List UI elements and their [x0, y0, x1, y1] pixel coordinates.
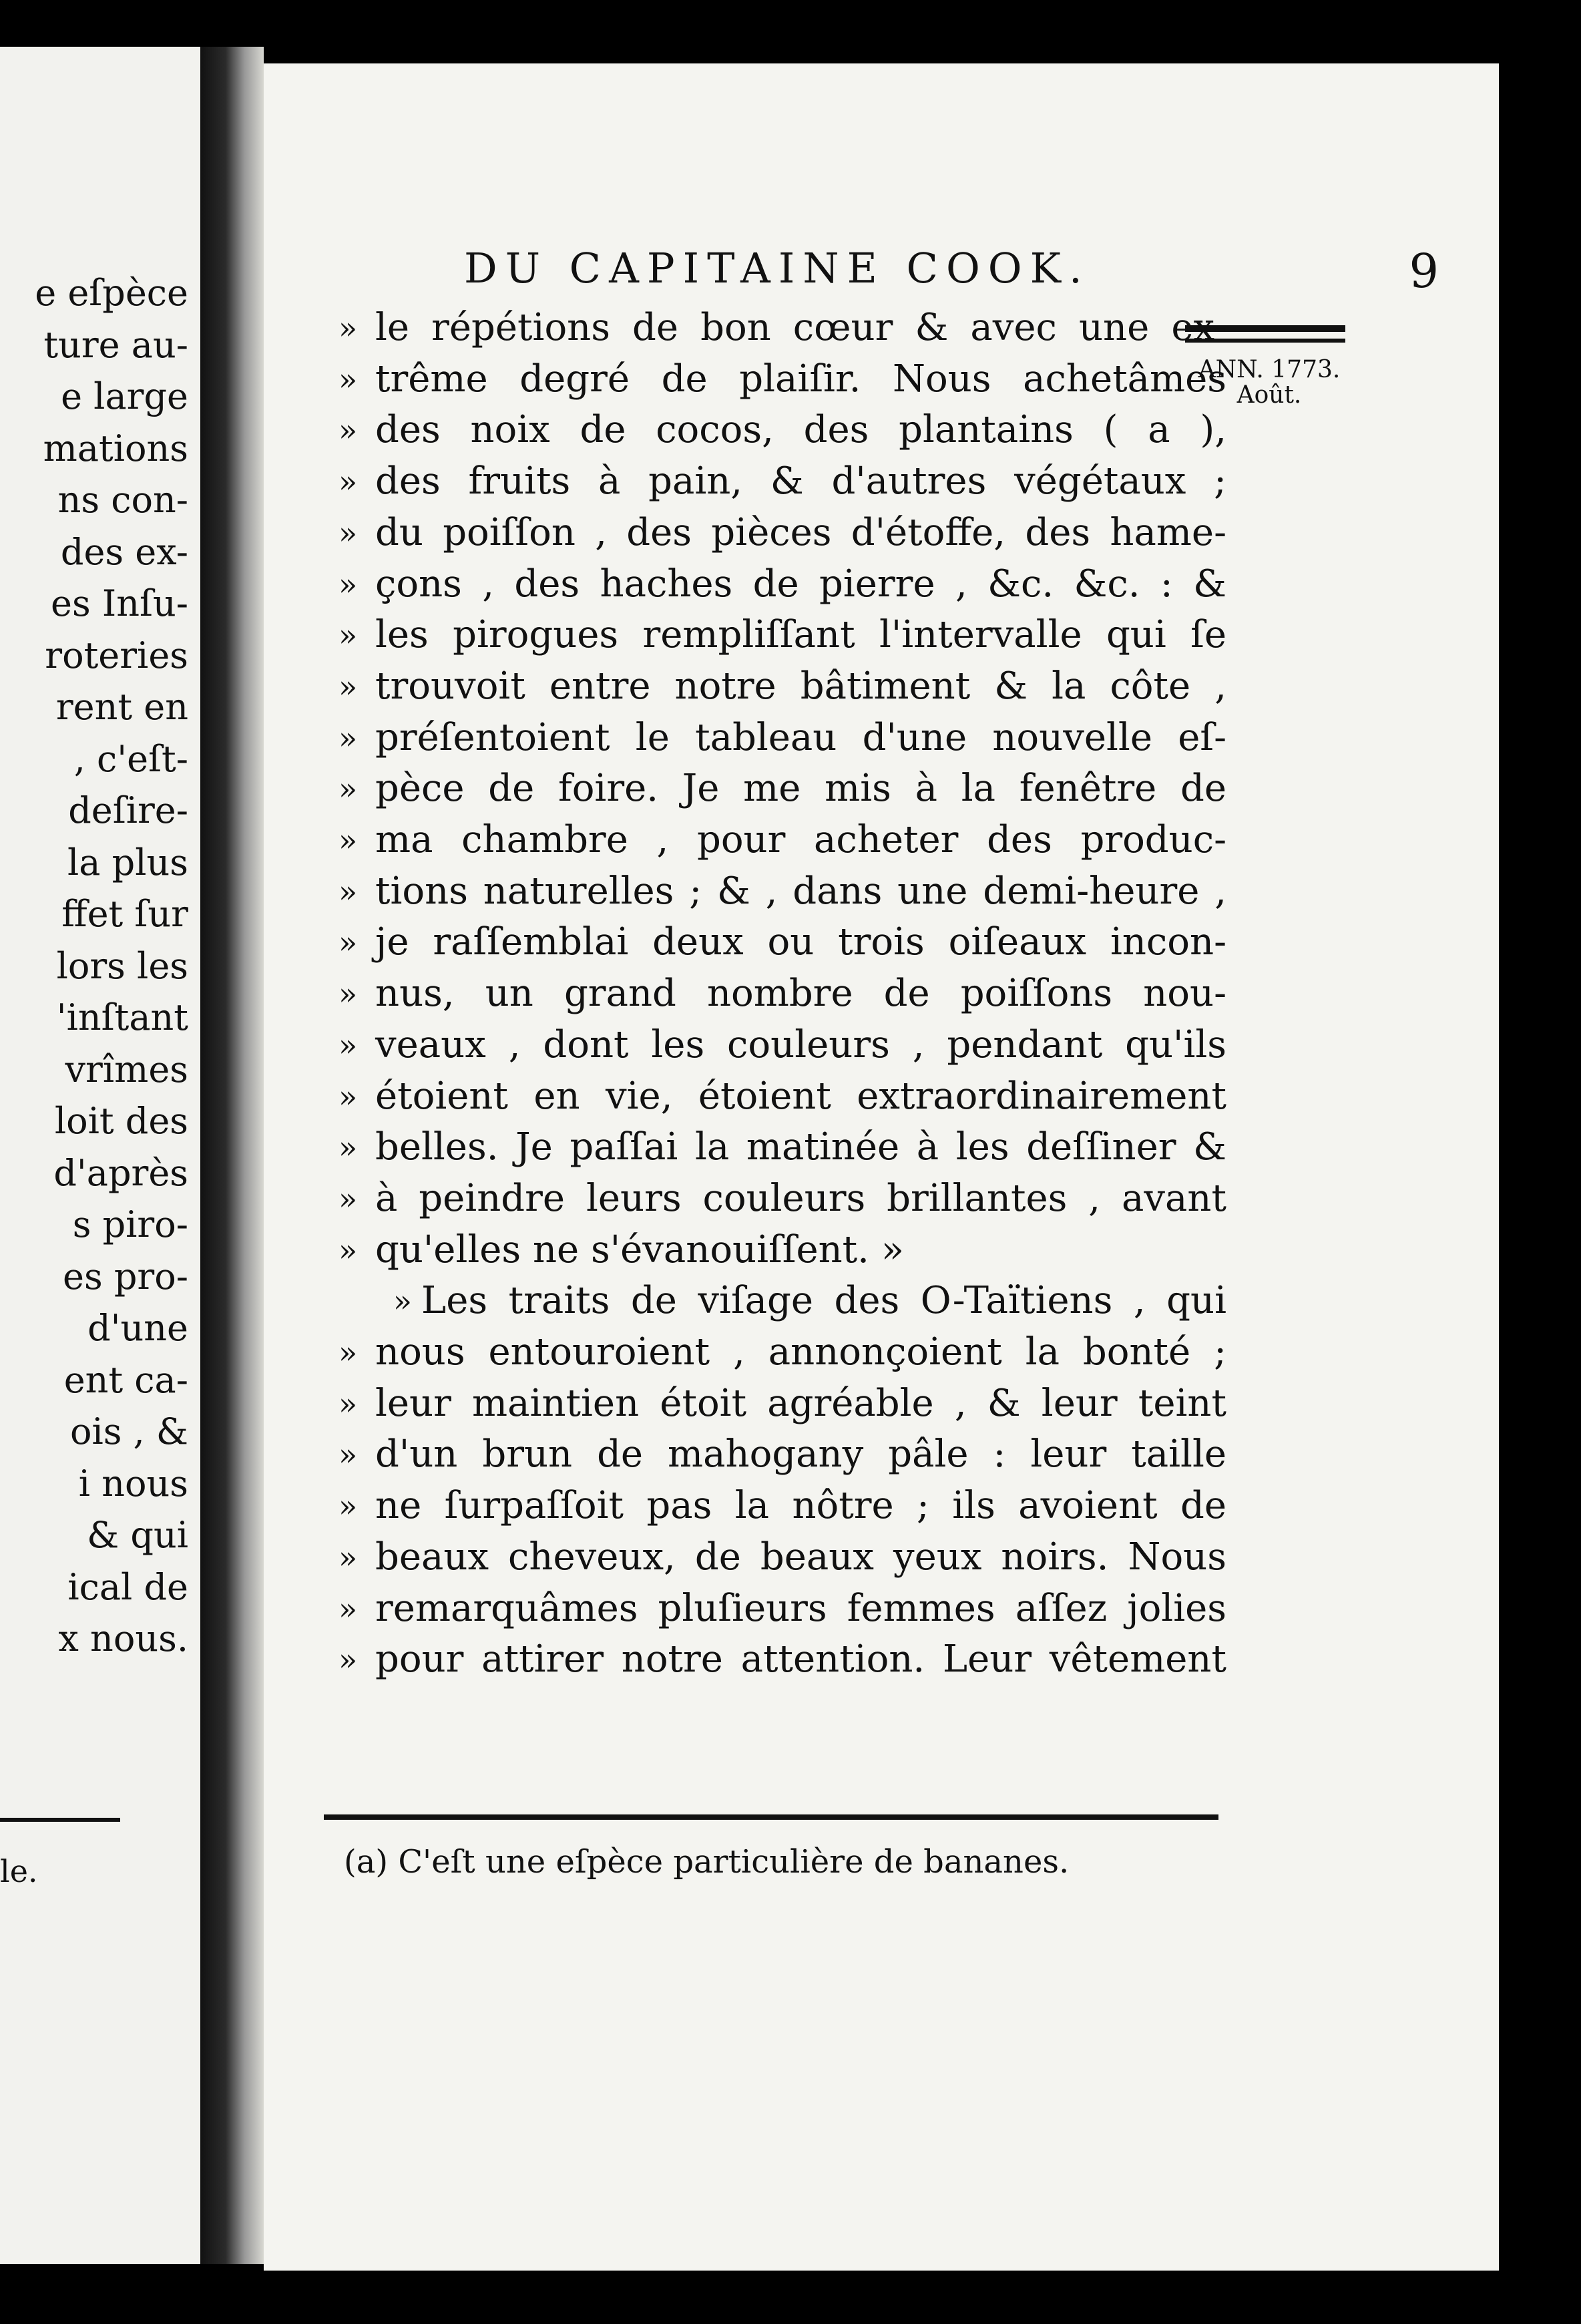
text-line — [338, 1327, 1226, 1378]
quote-mark: » — [338, 361, 358, 397]
text-line — [338, 1071, 1226, 1123]
line-text: ma chambre , pour acheter des produc- — [375, 818, 1226, 862]
left-page-line: es pro- — [63, 1255, 188, 1298]
text-line — [338, 559, 1226, 610]
line-text: les pirogues rempliſſant l'intervalle qui ſe — [375, 613, 1226, 657]
left-page-line: s piro- — [72, 1203, 188, 1245]
quote-mark: » — [338, 873, 358, 910]
left-page-line: ent ca- — [63, 1358, 188, 1401]
text-line — [338, 1173, 1226, 1225]
line-text: leur maintien étoit agréable , & leur teint — [375, 1381, 1226, 1425]
quote-mark: » — [338, 1641, 358, 1678]
text-line — [338, 1378, 1226, 1430]
left-page-line: ffet ſur — [61, 893, 188, 935]
quote-mark: » — [338, 771, 358, 807]
quote-mark: » — [338, 924, 358, 961]
text-line — [338, 1225, 1226, 1276]
left-page-line: ois , & — [69, 1410, 188, 1452]
left-page-line: d'une — [87, 1307, 188, 1349]
line-text: nous entouroient , annonçoient la bonté ; — [375, 1330, 1226, 1374]
line-text: veaux , dont les couleurs , pendant qu'ils — [375, 1022, 1226, 1067]
quote-mark: » — [338, 1078, 358, 1115]
quote-mark: » — [338, 668, 358, 705]
quote-mark: » — [338, 514, 358, 551]
line-text: Les traits de viſage des O-Taïtiens , qui — [421, 1279, 1226, 1323]
left-page-line: deſire- — [68, 789, 188, 831]
text-line — [338, 1481, 1226, 1532]
margin-note-month: Août. — [1236, 381, 1302, 409]
line-text: des fruits à pain, & d'autres végétaux ; — [375, 459, 1226, 504]
left-page-line: d'après — [53, 1151, 188, 1194]
text-line — [338, 1276, 1226, 1327]
left-page-line: des ex- — [60, 530, 188, 573]
left-page-line: & qui — [87, 1514, 188, 1556]
running-head-title: DU CAPITAINE COOK. — [464, 244, 1090, 293]
left-page-line: roteries — [45, 634, 188, 676]
line-text: le répétions de bon cœur & avec une ex- — [375, 306, 1226, 349]
left-page-line: loit des — [54, 1100, 188, 1142]
quote-mark: » — [338, 1539, 358, 1575]
left-page-line: la plus — [67, 841, 188, 884]
left-page-line: vrîmes — [65, 1048, 188, 1091]
left-footnote-fragment: le. — [0, 1853, 38, 1889]
left-footnote-rule — [0, 1818, 120, 1822]
quote-mark: » — [338, 1180, 358, 1217]
text-line — [338, 968, 1226, 1020]
line-text: du poiſſon , des pièces d'étoffe, des hame- — [375, 510, 1226, 554]
line-text: je raſſemblai deux ou trois oiſeaux incon- — [375, 920, 1226, 964]
left-page-line: rent en — [55, 686, 188, 728]
running-head — [464, 244, 1439, 299]
left-page — [0, 47, 200, 2264]
quote-mark: » — [338, 1026, 358, 1063]
line-text: pour attirer notre attention. Leur vêtement — [375, 1637, 1226, 1682]
quote-mark: » — [338, 412, 358, 449]
left-page-line: 'inſtant — [56, 996, 188, 1038]
left-page-line: e large — [61, 375, 188, 417]
quote-mark: » — [338, 822, 358, 859]
quote-mark: » — [338, 1385, 358, 1422]
left-page-line: , c'eſt- — [73, 737, 188, 780]
quote-mark: » — [338, 617, 358, 654]
left-page-line: lors les — [56, 944, 188, 987]
text-line — [338, 354, 1226, 405]
margin-note-year: ANN. 1773. — [1198, 356, 1341, 383]
left-page-line: e eſpèce — [35, 272, 188, 314]
text-line — [338, 815, 1226, 866]
line-text: trouvoit entre notre bâtiment & la côte , — [375, 664, 1226, 708]
left-page-line: x nous. — [58, 1617, 188, 1660]
left-page-line: i nous — [78, 1462, 188, 1505]
line-text: des noix de cocos, des plantains ( a ), — [375, 408, 1226, 452]
text-line — [338, 1634, 1226, 1686]
quote-mark: » — [338, 1488, 358, 1525]
quote-mark: » — [338, 976, 358, 1012]
footnote: (a) C'eſt une eſpèce particulière de bananes. — [344, 1843, 1070, 1881]
line-text: beaux cheveux, de beaux yeux noirs. Nous — [375, 1535, 1226, 1579]
left-page-line: es Inſu- — [51, 582, 188, 624]
page-number: 9 — [1409, 244, 1439, 299]
quote-mark: » — [338, 1590, 358, 1627]
line-text: d'un brun de mahogany pâle : leur taille — [375, 1432, 1226, 1477]
quote-mark: » — [338, 310, 358, 346]
quote-mark: » — [338, 1129, 358, 1166]
text-line — [338, 1583, 1226, 1635]
line-text: nus, un grand nombre de poiſſons nou- — [375, 972, 1226, 1016]
text-line — [338, 866, 1226, 918]
line-text: tions naturelles ; & , dans une demi-heure , — [375, 869, 1226, 913]
text-line — [338, 456, 1226, 508]
quote-mark: » — [338, 1231, 358, 1268]
text-line — [338, 1532, 1226, 1583]
line-text: à peindre leurs couleurs brillantes , avant — [375, 1176, 1226, 1220]
left-page-line: ture au- — [43, 323, 188, 366]
text-line — [338, 610, 1226, 661]
text-line — [338, 508, 1226, 559]
line-text: trême degré de plaiſir. Nous achetâmes — [375, 357, 1226, 401]
text-line — [338, 917, 1226, 968]
text-line — [338, 661, 1226, 713]
quote-mark: » — [338, 566, 358, 602]
book-gutter — [200, 47, 264, 2264]
line-text: étoient en vie, étoient extraordinairement — [375, 1074, 1226, 1118]
left-page-text — [35, 267, 188, 1665]
left-page-line: ical de — [67, 1565, 188, 1608]
text-line — [338, 1020, 1226, 1071]
line-text: pèce de foire. Je me mis à la fenêtre de — [375, 767, 1226, 811]
right-page — [264, 63, 1499, 2271]
quote-mark: » — [338, 463, 358, 500]
text-line — [338, 1122, 1226, 1173]
body-text — [338, 303, 1226, 1686]
quote-mark: » — [338, 719, 358, 756]
text-line — [338, 763, 1226, 815]
quote-mark: » — [393, 1283, 412, 1320]
text-line — [338, 1429, 1226, 1481]
line-text: çons , des haches de pierre , &c. &c. : & — [375, 562, 1226, 606]
footnote-rule — [324, 1814, 1218, 1820]
text-line — [338, 405, 1226, 456]
text-line — [338, 713, 1226, 764]
left-page-line: mations — [43, 427, 188, 469]
line-text: qu'elles ne s'évanouiſſent. » — [375, 1227, 905, 1272]
line-text: remarquâmes pluſieurs femmes aſſez jolies — [375, 1586, 1226, 1630]
quote-mark: » — [338, 1334, 358, 1371]
line-text: belles. Je paſſai la matinée à les deſſiner & — [375, 1125, 1226, 1169]
left-page-line: ns con- — [57, 479, 188, 521]
text-line — [338, 303, 1226, 354]
line-text: ne ſurpaſſoit pas la nôtre ; ils avoient de — [375, 1484, 1226, 1528]
quote-mark: » — [338, 1436, 358, 1473]
line-text: préſentoient le tableau d'une nouvelle eſ- — [375, 715, 1226, 759]
